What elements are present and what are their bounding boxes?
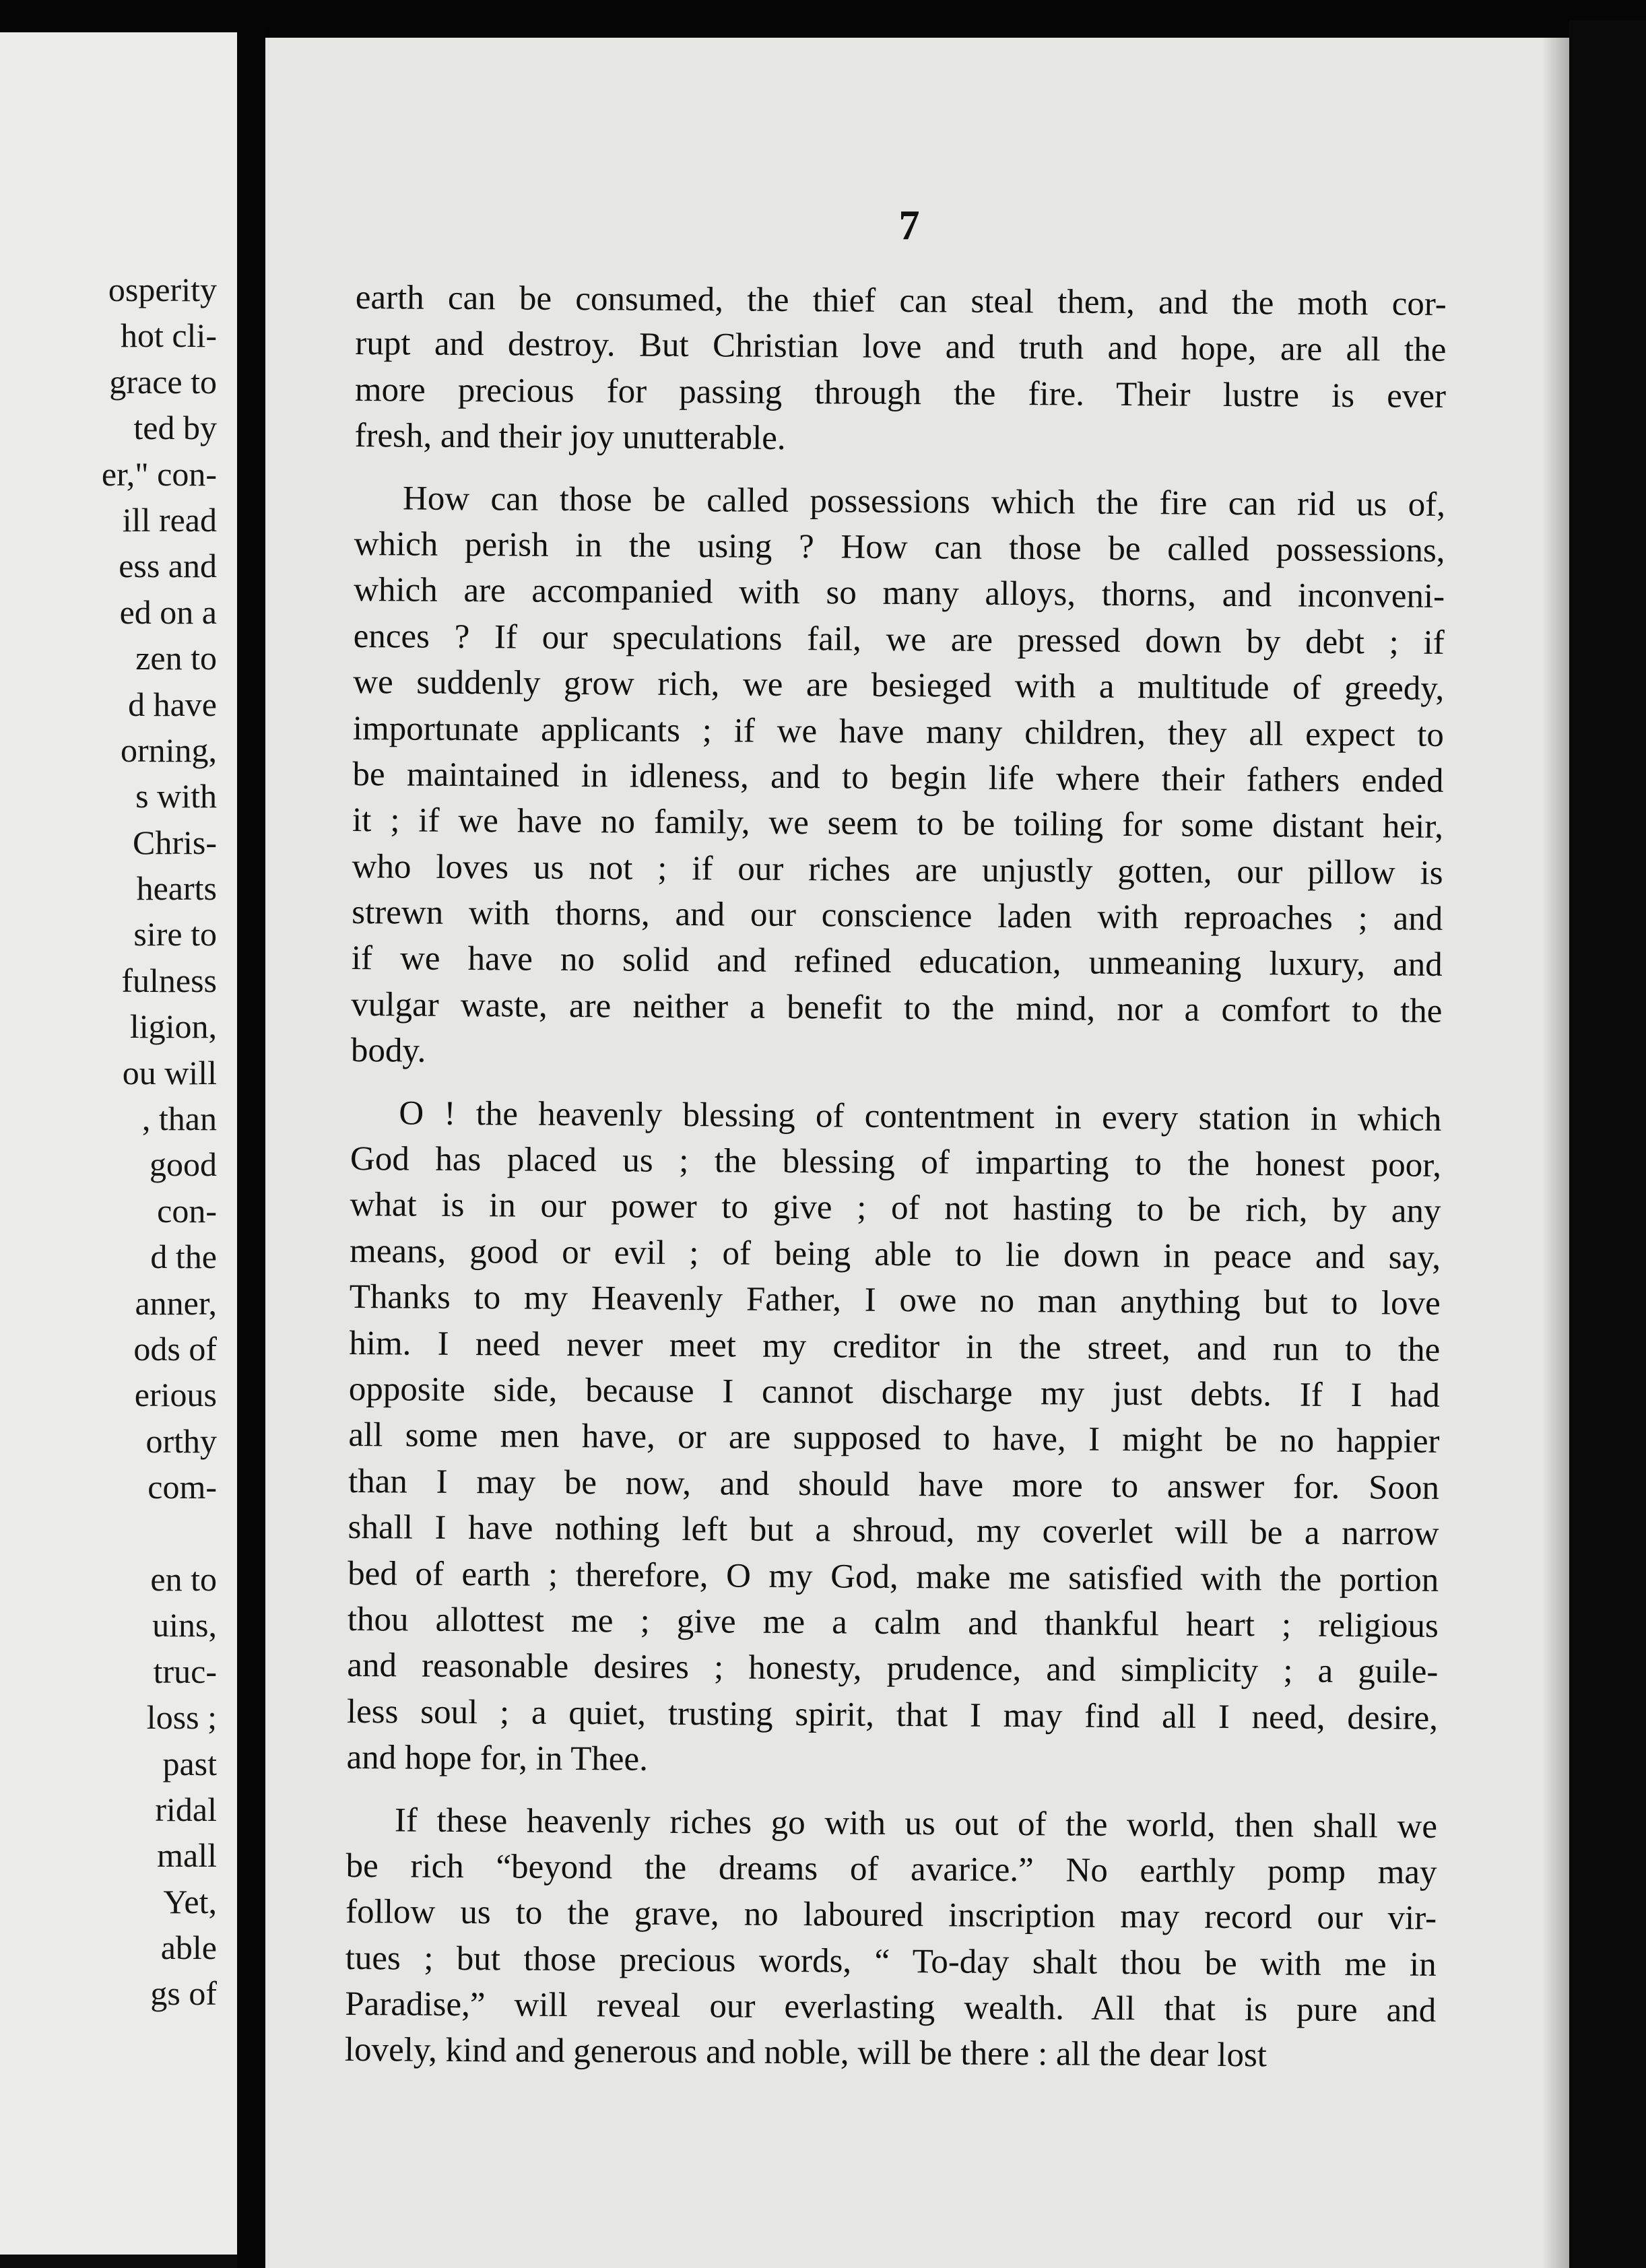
page-edge-shadow xyxy=(1542,38,1569,2268)
left-page-line: hot cli- xyxy=(120,316,217,355)
left-page-line: gs of xyxy=(150,1974,217,2013)
left-page-line: truc- xyxy=(153,1652,217,1690)
left-page-line: ill read xyxy=(122,500,217,539)
left-page-line: ods of xyxy=(133,1329,217,1368)
left-page-line: hearts xyxy=(136,869,217,908)
text-line: fresh, and their joy unutterable. xyxy=(354,417,786,458)
text-line: strewn with thorns, and our conscience laden with reproaches ; and xyxy=(352,894,1443,938)
left-page-line: sire to xyxy=(133,915,217,954)
left-page-line: past xyxy=(162,1744,217,1782)
text-line: O ! the heavenly blessing of contentment in every station in which xyxy=(399,1094,1442,1139)
left-page-line: osperity xyxy=(108,271,217,308)
text-line: thou allottest me ; give me a calm and thankful heart ; religious xyxy=(347,1600,1439,1645)
body-text xyxy=(345,275,1447,2080)
text-line: means, good or evil ; of being able to lie down in peace and say, xyxy=(349,1232,1441,1277)
left-page-line: er," con- xyxy=(101,455,217,493)
text-line: who loves us not ; if our riches are unjustly gotten, our pillow is xyxy=(352,847,1443,892)
paragraph xyxy=(346,1090,1441,1788)
page-number: 7 xyxy=(898,203,920,248)
text-line: him. I need never meet my creditor in the street, and run to the xyxy=(349,1324,1441,1369)
left-page-text-fragments xyxy=(0,267,217,2017)
left-page-line: ess and xyxy=(119,547,217,585)
text-line: Paradise,” will reveal our everlasting wealth. All that is pure and xyxy=(345,1985,1437,2030)
text-line: bed of earth ; therefore, O my God, make me satisfied with the portion xyxy=(348,1554,1439,1599)
text-line: Thanks to my Heavenly Father, I owe no man anything but to love xyxy=(349,1278,1441,1323)
book-gutter xyxy=(237,27,265,2268)
text-line: lovely, kind and generous and noble, will be there : all the dear lost xyxy=(344,2031,1268,2075)
text-line: which perish in the using ? How can those be called possessions, xyxy=(354,525,1445,570)
text-line: ences ? If our speculations fail, we are pressed down by debt ; if xyxy=(353,617,1445,662)
text-line: vulgar waste, are neither a benefit to the mind, nor a comfort to the xyxy=(351,985,1443,1030)
text-line: if we have no solid and refined education, unmeaning luxury, and xyxy=(351,939,1443,985)
left-page-line: loss ; xyxy=(146,1698,217,1737)
left-page-line: ridal xyxy=(155,1790,217,1828)
text-line: body. xyxy=(350,1032,426,1070)
left-page-line: grace to xyxy=(109,362,217,401)
text-line: we suddenly grow rich, we are besieged with a multitude of greedy, xyxy=(353,663,1445,708)
text-line: and reasonable desires ; honesty, prudence, and simplicity ; a guile- xyxy=(347,1646,1439,1692)
left-page-line: anner, xyxy=(135,1283,217,1322)
left-page-line: d the xyxy=(150,1238,217,1276)
text-line: tues ; but those precious words, “ To-day shalt thou be with me in xyxy=(345,1939,1437,1984)
left-page-line: ted by xyxy=(133,409,217,447)
text-line: be maintained in idleness, and to begin life where their fathers ended xyxy=(352,755,1444,800)
left-page-line: com- xyxy=(147,1468,217,1506)
scan-right-border xyxy=(1569,20,1646,2268)
text-line: than I may be now, and should have more to answer for. Soon xyxy=(348,1462,1440,1507)
left-page-line: good xyxy=(150,1145,217,1184)
left-page-line xyxy=(0,1510,217,1556)
left-page-line: fulness xyxy=(121,961,217,999)
text-line: How can those be called possessions which the fire can rid us of, xyxy=(402,479,1446,524)
text-line: it ; if we have no family, we seem to be toiling for some distant heir, xyxy=(352,801,1444,846)
text-line: rupt and destroy. But Christian love and truth and hope, are all the xyxy=(355,325,1447,370)
text-line: shall I have nothing left but a shroud, my coverlet will be a narrow xyxy=(348,1508,1439,1554)
left-page-line: en to xyxy=(150,1560,217,1598)
text-line: and hope for, in Thee. xyxy=(346,1739,649,1778)
left-page-line: uins, xyxy=(152,1606,217,1644)
text-line: less soul ; a quiet, trusting spirit, that I may find all I need, desire, xyxy=(346,1692,1439,1737)
left-page-line: mall xyxy=(157,1836,217,1875)
paragraph xyxy=(345,1797,1437,2079)
left-page-line: orthy xyxy=(145,1422,217,1460)
left-page-line: orning, xyxy=(120,731,217,769)
left-page-line: erious xyxy=(134,1376,217,1414)
text-line: all some men have, or are supposed to have, I might be no happier xyxy=(348,1416,1440,1461)
text-line: what is in our power to give ; of not hasting to be rich, by any xyxy=(350,1186,1441,1231)
left-page-line: zen to xyxy=(135,639,217,677)
left-page-line: able xyxy=(160,1929,217,1967)
left-page-line: Chris- xyxy=(133,823,217,861)
left-facing-page xyxy=(0,32,237,2255)
text-line: opposite side, because I cannot discharge my just debts. If I had xyxy=(348,1370,1441,1415)
text-line: earth can be consumed, the thief can steal them, and the moth cor- xyxy=(355,278,1447,323)
left-page-line: , than xyxy=(141,1100,217,1138)
left-page-line: ed on a xyxy=(119,593,217,631)
paragraph xyxy=(351,475,1445,1081)
text-line: be rich “beyond the dreams of avarice.” No earthly pomp may xyxy=(345,1846,1437,1892)
left-page-line: s with xyxy=(135,777,217,815)
left-page-line: d have xyxy=(128,685,217,723)
text-line: which are accompanied with so many alloys, thorns, and inconveni- xyxy=(353,571,1445,616)
left-page-line: ligion, xyxy=(129,1007,217,1046)
paragraph xyxy=(354,275,1447,465)
left-page-line: ou will xyxy=(122,1053,217,1092)
text-line: more precious for passing through the fire. Their lustre is ever xyxy=(354,370,1447,415)
text-line: follow us to the grave, no laboured inscription may record our vir- xyxy=(345,1893,1437,1938)
text-line: God has placed us ; the blessing of imparting to the honest poor, xyxy=(350,1140,1442,1185)
left-page-line: con- xyxy=(157,1191,217,1230)
left-page-line: Yet, xyxy=(163,1882,217,1921)
text-line: If these heavenly riches go with us out of the world, then shall we xyxy=(394,1801,1438,1846)
text-line: importunate applicants ; if we have many children, they all expect to xyxy=(352,709,1445,754)
